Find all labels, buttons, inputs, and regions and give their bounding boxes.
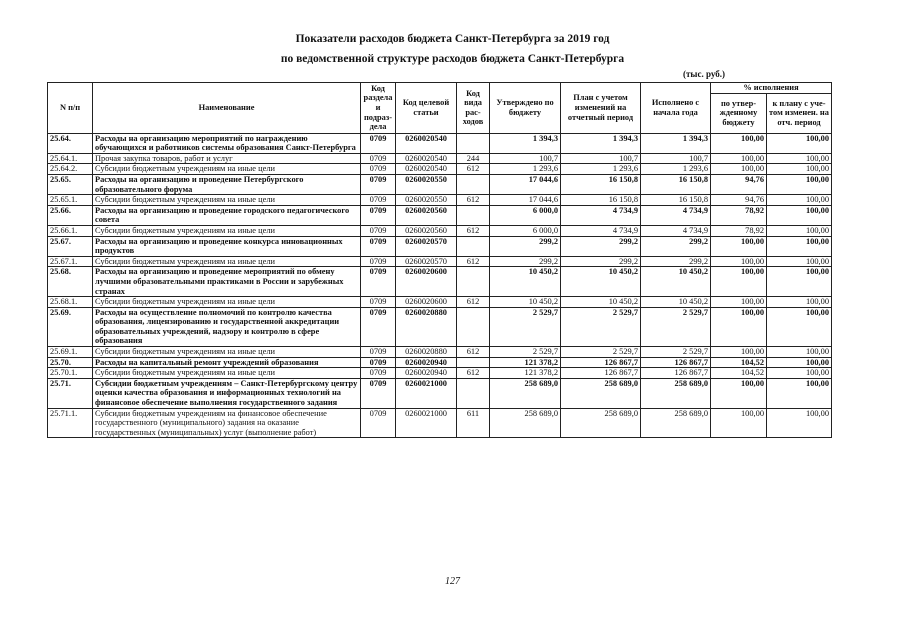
table-row xyxy=(48,133,832,153)
cell-num: 25.67.1. xyxy=(48,256,93,267)
table-row xyxy=(48,267,832,297)
cell-utv: 258 689,0 xyxy=(490,408,561,438)
cell-utv: 2 529,7 xyxy=(490,307,561,346)
cell-utv: 121 378,2 xyxy=(490,368,561,379)
cell-vid xyxy=(457,267,490,297)
cell-isp: 2 529,7 xyxy=(641,347,711,358)
cell-vid xyxy=(457,205,490,225)
cell-utv: 17 044,6 xyxy=(490,195,561,206)
cell-pct-plan: 100,00 xyxy=(767,307,832,346)
cell-num: 25.66.1. xyxy=(48,225,93,236)
cell-isp: 299,2 xyxy=(641,236,711,256)
cell-vid xyxy=(457,307,490,346)
cell-name: Расходы на организацию и проведение конкурса инновационных продуктов xyxy=(93,236,361,256)
cell-razdel: 0709 xyxy=(361,225,396,236)
table-body xyxy=(48,133,832,438)
cell-plan: 299,2 xyxy=(561,236,641,256)
cell-cel: 0260020570 xyxy=(396,256,457,267)
table-row xyxy=(48,174,832,194)
cell-cel: 0260021000 xyxy=(396,408,457,438)
cell-pct-utv: 100,00 xyxy=(711,408,767,438)
cell-isp: 1 394,3 xyxy=(641,133,711,153)
cell-plan: 10 450,2 xyxy=(561,267,641,297)
cell-name: Расходы на организацию мероприятий по награждению обучающихся и работников системы образования Санкт-Петербурга xyxy=(93,133,361,153)
cell-name: Субсидии бюджетным учреждениям на иные цели xyxy=(93,297,361,308)
cell-num: 25.69. xyxy=(48,307,93,346)
cell-vid: 612 xyxy=(457,225,490,236)
cell-cel: 0260020560 xyxy=(396,225,457,236)
cell-plan: 16 150,8 xyxy=(561,174,641,194)
cell-pct-plan: 100,00 xyxy=(767,133,832,153)
table-row xyxy=(48,256,832,267)
cell-razdel: 0709 xyxy=(361,174,396,194)
cell-pct-plan: 100,00 xyxy=(767,164,832,175)
cell-utv: 10 450,2 xyxy=(490,267,561,297)
cell-pct-plan: 100,00 xyxy=(767,357,832,368)
cell-name: Расходы на организацию и проведение мероприятий по обмену лучшими образовательными практиками в России и зарубежных странах xyxy=(93,267,361,297)
cell-razdel: 0709 xyxy=(361,357,396,368)
cell-name: Субсидии бюджетным учреждениям на иные цели xyxy=(93,256,361,267)
header-utv: Утверждено по бюджету xyxy=(490,83,561,134)
cell-razdel: 0709 xyxy=(361,297,396,308)
cell-razdel: 0709 xyxy=(361,307,396,346)
cell-cel: 0260020600 xyxy=(396,267,457,297)
cell-pct-utv: 100,00 xyxy=(711,267,767,297)
header-pct-utv: по утвер-жденному бюджету xyxy=(711,93,767,133)
cell-utv: 121 378,2 xyxy=(490,357,561,368)
cell-plan: 1 293,6 xyxy=(561,164,641,175)
cell-num: 25.64.1. xyxy=(48,153,93,164)
table-row xyxy=(48,153,832,164)
cell-vid: 612 xyxy=(457,347,490,358)
cell-pct-utv: 100,00 xyxy=(711,307,767,346)
cell-razdel: 0709 xyxy=(361,256,396,267)
header-isp: Исполнено с начала года xyxy=(641,83,711,134)
cell-utv: 299,2 xyxy=(490,256,561,267)
cell-razdel: 0709 xyxy=(361,267,396,297)
cell-name: Расходы на осуществление полномочий по контролю качества образования, лицензированию и государственной аккредитации образовательных учреждений, надзору и контролю в сфере образования xyxy=(93,307,361,346)
cell-cel: 0260020880 xyxy=(396,347,457,358)
table-row xyxy=(48,297,832,308)
cell-num: 25.71. xyxy=(48,378,93,408)
cell-utv: 17 044,6 xyxy=(490,174,561,194)
cell-num: 25.71.1. xyxy=(48,408,93,438)
cell-num: 25.70. xyxy=(48,357,93,368)
cell-pct-plan: 100,00 xyxy=(767,174,832,194)
cell-plan: 2 529,7 xyxy=(561,347,641,358)
cell-pct-utv: 100,00 xyxy=(711,236,767,256)
cell-isp: 1 293,6 xyxy=(641,164,711,175)
cell-utv: 10 450,2 xyxy=(490,297,561,308)
table-row xyxy=(48,164,832,175)
cell-name: Субсидии бюджетным учреждениям на иные цели xyxy=(93,195,361,206)
cell-name: Прочая закупка товаров, работ и услуг xyxy=(93,153,361,164)
cell-pct-utv: 94,76 xyxy=(711,195,767,206)
cell-pct-utv: 78,92 xyxy=(711,205,767,225)
cell-num: 25.64. xyxy=(48,133,93,153)
cell-plan: 4 734,9 xyxy=(561,225,641,236)
cell-plan: 100,7 xyxy=(561,153,641,164)
cell-pct-plan: 100,00 xyxy=(767,256,832,267)
cell-pct-utv: 100,00 xyxy=(711,378,767,408)
cell-pct-plan: 100,00 xyxy=(767,225,832,236)
cell-isp: 258 689,0 xyxy=(641,408,711,438)
cell-pct-plan: 100,00 xyxy=(767,153,832,164)
cell-vid: 612 xyxy=(457,297,490,308)
cell-isp: 4 734,9 xyxy=(641,205,711,225)
cell-razdel: 0709 xyxy=(361,368,396,379)
cell-razdel: 0709 xyxy=(361,153,396,164)
cell-isp: 126 867,7 xyxy=(641,357,711,368)
cell-utv: 1 293,6 xyxy=(490,164,561,175)
cell-name: Расходы на организацию и проведение городского педагогического совета xyxy=(93,205,361,225)
expenditure-table xyxy=(47,82,832,438)
cell-utv: 2 529,7 xyxy=(490,347,561,358)
cell-name: Субсидии бюджетным учреждениям на иные цели xyxy=(93,225,361,236)
cell-utv: 100,7 xyxy=(490,153,561,164)
table-row xyxy=(48,357,832,368)
cell-razdel: 0709 xyxy=(361,164,396,175)
cell-cel: 0260020600 xyxy=(396,297,457,308)
table-row xyxy=(48,225,832,236)
cell-isp: 16 150,8 xyxy=(641,174,711,194)
cell-pct-utv: 100,00 xyxy=(711,164,767,175)
cell-pct-utv: 100,00 xyxy=(711,297,767,308)
cell-utv: 6 000,0 xyxy=(490,205,561,225)
cell-vid xyxy=(457,236,490,256)
cell-razdel: 0709 xyxy=(361,205,396,225)
table-row xyxy=(48,368,832,379)
cell-razdel: 0709 xyxy=(361,236,396,256)
cell-pct-plan: 100,00 xyxy=(767,195,832,206)
cell-pct-plan: 100,00 xyxy=(767,378,832,408)
cell-num: 25.70.1. xyxy=(48,368,93,379)
cell-pct-utv: 94,76 xyxy=(711,174,767,194)
cell-utv: 299,2 xyxy=(490,236,561,256)
cell-vid xyxy=(457,378,490,408)
cell-name: Расходы на организацию и проведение Петербургского образовательного форума xyxy=(93,174,361,194)
document-title-line1: Показатели расходов бюджета Санкт-Петербурга за 2019 год xyxy=(295,33,610,45)
cell-plan: 16 150,8 xyxy=(561,195,641,206)
cell-cel: 0260020940 xyxy=(396,357,457,368)
cell-pct-utv: 100,00 xyxy=(711,153,767,164)
cell-pct-utv: 100,00 xyxy=(711,347,767,358)
page-number: 127 xyxy=(445,576,460,587)
table-row xyxy=(48,236,832,256)
cell-plan: 299,2 xyxy=(561,256,641,267)
cell-vid: 612 xyxy=(457,164,490,175)
cell-name: Субсидии бюджетным учреждениям на иные цели xyxy=(93,164,361,175)
cell-cel: 0260021000 xyxy=(396,378,457,408)
cell-pct-utv: 100,00 xyxy=(711,133,767,153)
cell-plan: 2 529,7 xyxy=(561,307,641,346)
header-name: Наименование xyxy=(93,83,361,134)
cell-vid: 612 xyxy=(457,256,490,267)
cell-pct-utv: 104,52 xyxy=(711,368,767,379)
cell-cel: 0260020570 xyxy=(396,236,457,256)
cell-pct-utv: 100,00 xyxy=(711,256,767,267)
cell-isp: 100,7 xyxy=(641,153,711,164)
cell-isp: 126 867,7 xyxy=(641,368,711,379)
cell-pct-utv: 78,92 xyxy=(711,225,767,236)
cell-cel: 0260020540 xyxy=(396,164,457,175)
cell-razdel: 0709 xyxy=(361,133,396,153)
cell-isp: 10 450,2 xyxy=(641,267,711,297)
cell-num: 25.66. xyxy=(48,205,93,225)
cell-vid: 612 xyxy=(457,368,490,379)
cell-cel: 0260020540 xyxy=(396,133,457,153)
cell-razdel: 0709 xyxy=(361,195,396,206)
cell-isp: 10 450,2 xyxy=(641,297,711,308)
cell-num: 25.65. xyxy=(48,174,93,194)
cell-plan: 4 734,9 xyxy=(561,205,641,225)
header-vid: Код вида рас-ходов xyxy=(457,83,490,134)
table-row xyxy=(48,408,832,438)
cell-razdel: 0709 xyxy=(361,408,396,438)
cell-isp: 4 734,9 xyxy=(641,225,711,236)
cell-pct-plan: 100,00 xyxy=(767,368,832,379)
table-row xyxy=(48,307,832,346)
table-row xyxy=(48,347,832,358)
table-row xyxy=(48,378,832,408)
header-plan: План с учетом изменений на отчетный период xyxy=(561,83,641,134)
cell-plan: 10 450,2 xyxy=(561,297,641,308)
cell-pct-utv: 104,52 xyxy=(711,357,767,368)
cell-cel: 0260020940 xyxy=(396,368,457,379)
table-row xyxy=(48,205,832,225)
cell-razdel: 0709 xyxy=(361,378,396,408)
cell-isp: 16 150,8 xyxy=(641,195,711,206)
cell-cel: 0260020540 xyxy=(396,153,457,164)
cell-isp: 2 529,7 xyxy=(641,307,711,346)
header-pct-plan: к плану с уче-том изменен. на отч. период xyxy=(767,93,832,133)
cell-vid xyxy=(457,133,490,153)
cell-num: 25.67. xyxy=(48,236,93,256)
cell-pct-plan: 100,00 xyxy=(767,205,832,225)
header-razdel: Код раздела и подраз-дела xyxy=(361,83,396,134)
cell-num: 25.69.1. xyxy=(48,347,93,358)
cell-num: 25.68. xyxy=(48,267,93,297)
cell-pct-plan: 100,00 xyxy=(767,267,832,297)
cell-vid: 612 xyxy=(457,195,490,206)
cell-plan: 258 689,0 xyxy=(561,408,641,438)
cell-name: Субсидии бюджетным учреждениям на иные цели xyxy=(93,347,361,358)
cell-name: Субсидии бюджетным учреждениям на финансовое обеспечение государственного (муниципального) задания на оказание государственных (муниципальных) услуг (выполнение работ) xyxy=(93,408,361,438)
table-row xyxy=(48,195,832,206)
cell-cel: 0260020880 xyxy=(396,307,457,346)
cell-pct-plan: 100,00 xyxy=(767,297,832,308)
cell-vid: 611 xyxy=(457,408,490,438)
cell-isp: 258 689,0 xyxy=(641,378,711,408)
cell-cel: 0260020550 xyxy=(396,174,457,194)
units-label: (тыс. руб.) xyxy=(683,69,725,79)
cell-num: 25.64.2. xyxy=(48,164,93,175)
cell-name: Расходы на капитальный ремонт учреждений образования xyxy=(93,357,361,368)
cell-pct-plan: 100,00 xyxy=(767,347,832,358)
cell-pct-plan: 100,00 xyxy=(767,408,832,438)
cell-isp: 299,2 xyxy=(641,256,711,267)
cell-utv: 258 689,0 xyxy=(490,378,561,408)
cell-num: 25.68.1. xyxy=(48,297,93,308)
cell-utv: 6 000,0 xyxy=(490,225,561,236)
cell-plan: 126 867,7 xyxy=(561,368,641,379)
header-num: N п/п xyxy=(48,83,93,134)
header-pct-group: % исполнения xyxy=(711,83,832,94)
cell-pct-plan: 100,00 xyxy=(767,236,832,256)
cell-utv: 1 394,3 xyxy=(490,133,561,153)
cell-vid xyxy=(457,174,490,194)
cell-name: Субсидии бюджетным учреждениям – Санкт-Петербургскому центру оценки качества образования и информационных технологий на финансовое обеспечение выполнения государственного задания xyxy=(93,378,361,408)
cell-razdel: 0709 xyxy=(361,347,396,358)
cell-name: Субсидии бюджетным учреждениям на иные цели xyxy=(93,368,361,379)
cell-vid xyxy=(457,357,490,368)
document-title-line2: по ведомственной структуре расходов бюджета Санкт-Петербурга xyxy=(280,53,625,65)
cell-cel: 0260020550 xyxy=(396,195,457,206)
cell-vid: 244 xyxy=(457,153,490,164)
header-cel: Код целевой статьи xyxy=(396,83,457,134)
cell-plan: 1 394,3 xyxy=(561,133,641,153)
cell-cel: 0260020560 xyxy=(396,205,457,225)
cell-plan: 126 867,7 xyxy=(561,357,641,368)
cell-plan: 258 689,0 xyxy=(561,378,641,408)
cell-num: 25.65.1. xyxy=(48,195,93,206)
